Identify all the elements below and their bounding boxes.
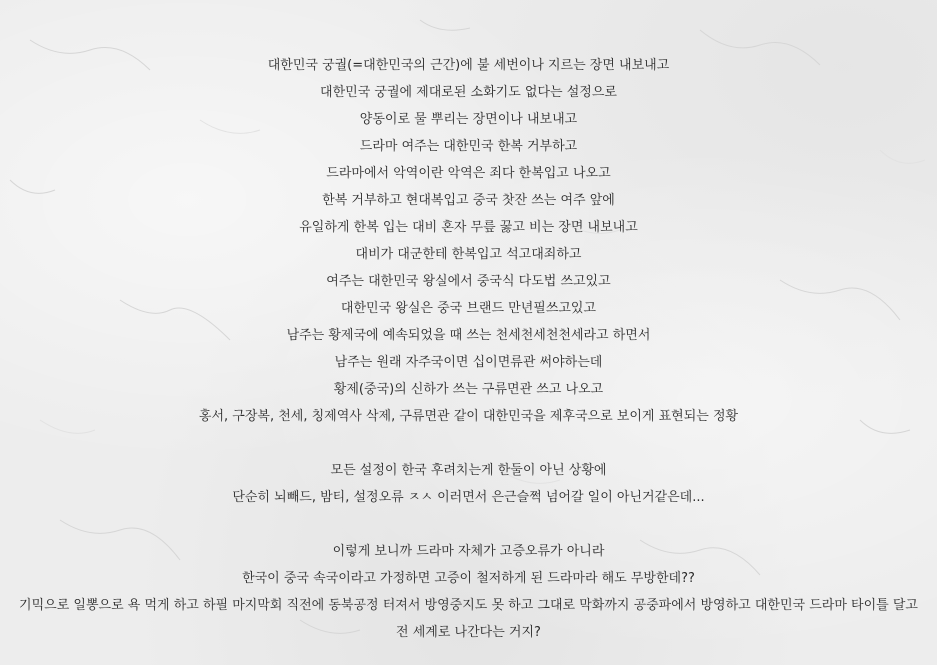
text-line: 유일하게 한복 입는 대비 혼자 무릎 꿇고 비는 장면 내보내고 bbox=[299, 220, 638, 235]
paragraph-gap bbox=[0, 511, 937, 538]
paragraph-1 bbox=[0, 52, 937, 430]
text-line: 단순히 뇌빼드, 밤티, 설정오류 ㅈㅅ 이러면서 은근슬쩍 넘어갈 일이 아닌거같은데... bbox=[232, 490, 705, 505]
text-line: 한국이 중국 속국이라고 가정하면 고증이 철저하게 된 드라마라 해도 무방한데?? bbox=[242, 571, 695, 586]
text-line: 한복 거부하고 현대복입고 중국 찻잔 쓰는 여주 앞에 bbox=[322, 193, 615, 208]
text-line: 드라마에서 악역이란 악역은 죄다 한복입고 나오고 bbox=[326, 166, 611, 181]
text-line: 대한민국 왕실은 중국 브랜드 만년필쓰고있고 bbox=[340, 301, 597, 316]
text-line: 남주는 황제국에 예속되었을 때 쓰는 천세천세천천세라고 하면서 bbox=[286, 328, 651, 343]
text-line: 이렇게 보니까 드라마 자체가 고증오류가 아니라 bbox=[332, 544, 605, 559]
text-line: 대한민국 궁궐(=대한민국의 근간)에 불 세번이나 지르는 장면 내보내고 bbox=[267, 58, 670, 73]
text-line: 모든 설정이 한국 후려치는게 한둘이 아닌 상황에 bbox=[330, 463, 607, 478]
text-line: 대비가 대군한테 한복입고 석고대죄하고 bbox=[355, 247, 582, 262]
paragraph-3 bbox=[0, 538, 937, 646]
text-line: 기믹으로 일뽕으로 욕 먹게 하고 하필 마지막회 직전에 동북공정 터져서 방영중지도 못 하고 그대로 막화까지 공중파에서 방영하고 대한민국 드라마 타이틀 달고 전 세계로 나간다는 거지? bbox=[19, 598, 918, 640]
text-line: 양동이로 물 뿌리는 장면이나 내보내고 bbox=[359, 112, 578, 127]
post-body bbox=[0, 52, 937, 646]
text-line: 드라마 여주는 대한민국 한복 거부하고 bbox=[359, 139, 578, 154]
text-line: 대한민국 궁궐에 제대로된 소화기도 없다는 설정으로 bbox=[320, 85, 617, 100]
paragraph-2 bbox=[0, 457, 937, 511]
text-line: 남주는 원래 자주국이면 십이면류관 써야하는데 bbox=[334, 355, 603, 370]
text-line: 황제(중국)의 신하가 쓰는 구류면관 쓰고 나오고 bbox=[333, 382, 604, 397]
paragraph-gap bbox=[0, 430, 937, 457]
text-line: 홍서, 구장복, 천세, 칭제역사 삭제, 구류면관 같이 대한민국을 제후국으로 보이게 표현되는 정황 bbox=[198, 409, 739, 424]
text-line: 여주는 대한민국 왕실에서 중국식 다도법 쓰고있고 bbox=[326, 274, 611, 289]
